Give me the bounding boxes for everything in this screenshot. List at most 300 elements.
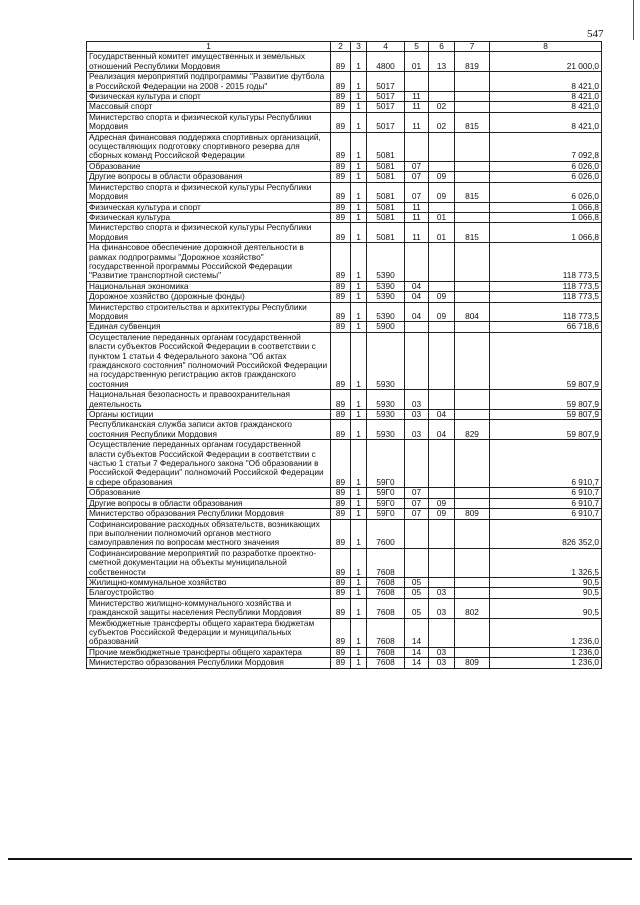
row-target-article: 5390 [367,281,405,291]
row-chapter: 07 [405,488,429,498]
table-row [87,498,602,508]
row-section: 89 [331,618,351,647]
row-amount: 59 807,9 [490,332,602,389]
row-target-article: 7600 [367,519,405,548]
row-amount: 6 910,7 [490,509,602,519]
row-ministry [455,202,490,212]
row-ministry [455,161,490,171]
row-name: Дорожное хозяйство (дорожные фонды) [87,292,331,302]
row-chapter [405,72,429,92]
row-chapter: 11 [405,202,429,212]
row-target-article: 5390 [367,243,405,282]
row-subchapter: 03 [429,598,455,618]
row-section: 89 [331,243,351,282]
row-name: Физическая культура [87,212,331,222]
row-amount: 90,5 [490,588,602,598]
row-amount: 8 421,0 [490,92,602,102]
row-subsection: 1 [351,577,367,587]
row-amount: 118 773,5 [490,243,602,282]
row-subsection: 1 [351,223,367,243]
row-name: Министерство образования Республики Мордовия [87,509,331,519]
row-subsection: 1 [351,332,367,389]
row-chapter: 07 [405,509,429,519]
row-amount: 6 910,7 [490,440,602,488]
row-subsection: 1 [351,92,367,102]
row-subchapter [429,577,455,587]
col-header: 8 [490,42,602,52]
row-target-article: 5017 [367,102,405,112]
row-amount: 1 236,0 [490,647,602,657]
row-ministry [455,577,490,587]
row-subchapter [429,281,455,291]
row-chapter: 11 [405,102,429,112]
row-name: Реализация мероприятий подпрограммы "Развитие футбола в Российской Федерации на 2008 - 2015 годы" [87,72,331,92]
row-subsection: 1 [351,548,367,577]
row-amount: 1 066,8 [490,223,602,243]
row-ministry [455,332,490,389]
row-subsection: 1 [351,202,367,212]
budget-table [86,41,602,669]
row-amount: 66 718,6 [490,322,602,332]
table-row [87,52,602,72]
row-target-article: 59Г0 [367,488,405,498]
row-section: 89 [331,92,351,102]
row-subsection: 1 [351,488,367,498]
table-row [87,420,602,440]
row-name: Межбюджетные трансферты общего характера бюджетам субъектов Российской Федерации и муниципальных образований [87,618,331,647]
row-section: 89 [331,302,351,322]
row-chapter: 11 [405,92,429,102]
row-chapter: 01 [405,52,429,72]
row-section: 89 [331,292,351,302]
table-row [87,182,602,202]
row-name: Осуществление переданных органам государственной власти субъектов Российской Федерации в соответствии с частью 1 статьи 7 Федерального закона "Об образовании в Российской Федерации" полномочий Российской Федерации в сфере образования [87,440,331,488]
row-chapter: 14 [405,647,429,657]
row-ministry [455,588,490,598]
row-subchapter [429,243,455,282]
row-subchapter: 03 [429,588,455,598]
row-chapter: 03 [405,420,429,440]
row-subsection: 1 [351,182,367,202]
row-amount: 90,5 [490,577,602,587]
row-subsection: 1 [351,410,367,420]
row-section: 89 [331,202,351,212]
row-ministry: 804 [455,302,490,322]
row-ministry [455,172,490,182]
table-row [87,519,602,548]
row-section: 89 [331,332,351,389]
row-subchapter: 03 [429,647,455,657]
row-subchapter [429,72,455,92]
row-ministry [455,132,490,161]
row-target-article: 59Г0 [367,498,405,508]
col-header: 7 [455,42,490,52]
row-section: 89 [331,182,351,202]
row-section: 89 [331,223,351,243]
col-header: 6 [429,42,455,52]
table-row [87,161,602,171]
row-name: Жилищно-коммунальное хозяйство [87,577,331,587]
row-subchapter [429,519,455,548]
table-row [87,332,602,389]
row-ministry [455,488,490,498]
col-header: 5 [405,42,429,52]
row-chapter: 11 [405,112,429,132]
row-chapter: 03 [405,410,429,420]
row-amount: 59 807,9 [490,410,602,420]
table-row [87,410,602,420]
row-subchapter: 04 [429,410,455,420]
row-chapter: 07 [405,498,429,508]
row-section: 89 [331,132,351,161]
row-section: 89 [331,488,351,498]
row-name: Министерство спорта и физической культуры Республики Мордовия [87,112,331,132]
row-section: 89 [331,519,351,548]
row-target-article: 7608 [367,598,405,618]
row-name: Органы юстиции [87,410,331,420]
row-target-article: 5017 [367,92,405,102]
row-ministry [455,102,490,112]
row-amount: 90,5 [490,598,602,618]
row-name: Министерство образования Республики Мордовия [87,658,331,668]
row-section: 89 [331,281,351,291]
row-chapter [405,132,429,161]
row-subchapter [429,92,455,102]
row-ministry [455,647,490,657]
row-ministry [455,618,490,647]
row-subsection: 1 [351,588,367,598]
row-amount: 1 236,0 [490,618,602,647]
table-row [87,172,602,182]
row-section: 89 [331,498,351,508]
row-target-article: 5017 [367,112,405,132]
row-subchapter: 03 [429,658,455,668]
row-amount: 826 352,0 [490,519,602,548]
row-subsection: 1 [351,112,367,132]
row-section: 89 [331,72,351,92]
table-row [87,302,602,322]
row-name: Национальная экономика [87,281,331,291]
table-row [87,577,602,587]
table-row [87,488,602,498]
table-row [87,588,602,598]
table-row [87,72,602,92]
row-name: Министерство жилищно-коммунального хозяйства и гражданской защиты населения Республики Мордовия [87,598,331,618]
row-subsection: 1 [351,498,367,508]
row-subchapter [429,390,455,410]
table-row [87,212,602,222]
row-target-article: 59Г0 [367,509,405,519]
row-chapter: 05 [405,588,429,598]
row-subsection: 1 [351,322,367,332]
row-chapter: 11 [405,223,429,243]
row-subchapter: 09 [429,509,455,519]
row-name: Государственный комитет имущественных и земельных отношений Республики Мордовия [87,52,331,72]
row-chapter: 04 [405,292,429,302]
row-section: 89 [331,658,351,668]
row-chapter [405,322,429,332]
row-target-article: 7608 [367,618,405,647]
row-name: Министерство спорта и физической культуры Республики Мордовия [87,223,331,243]
row-subchapter [429,202,455,212]
row-subsection: 1 [351,72,367,92]
row-subchapter: 13 [429,52,455,72]
row-subsection: 1 [351,647,367,657]
table-row [87,223,602,243]
row-ministry [455,212,490,222]
row-target-article: 7608 [367,647,405,657]
row-ministry: 819 [455,52,490,72]
row-subchapter: 01 [429,223,455,243]
row-section: 89 [331,509,351,519]
row-subsection: 1 [351,390,367,410]
table-row [87,598,602,618]
row-subsection: 1 [351,102,367,112]
row-name: Благоустройство [87,588,331,598]
row-ministry: 815 [455,223,490,243]
row-amount: 8 421,0 [490,112,602,132]
row-amount: 59 807,9 [490,390,602,410]
row-subsection: 1 [351,658,367,668]
row-subsection: 1 [351,281,367,291]
row-subchapter [429,332,455,389]
col-header: 2 [331,42,351,52]
row-subsection: 1 [351,212,367,222]
row-chapter [405,332,429,389]
row-amount: 1 326,5 [490,548,602,577]
row-name: Другие вопросы в области образования [87,498,331,508]
row-name: Министерство строительства и архитектуры Республики Мордовия [87,302,331,322]
table-body [87,52,602,668]
row-name: Министерство спорта и физической культуры Республики Мордовия [87,182,331,202]
row-target-article: 5390 [367,292,405,302]
row-subchapter [429,161,455,171]
row-amount: 1 066,8 [490,202,602,212]
row-chapter: 05 [405,598,429,618]
table-row [87,509,602,519]
row-amount: 1 236,0 [490,658,602,668]
row-chapter: 07 [405,182,429,202]
row-amount: 6 910,7 [490,498,602,508]
row-name: Осуществление переданных органам государственной власти субъектов Российской Федерации в соответствии с пунктом 1 статьи 4 Федерального закона "Об актах гражданского состояния" полномочий Российской Федерации на государственную регистрацию актов гражданского состояния [87,332,331,389]
row-target-article: 5081 [367,161,405,171]
table-row [87,202,602,212]
row-subchapter: 04 [429,420,455,440]
row-subchapter: 02 [429,112,455,132]
row-subsection: 1 [351,598,367,618]
row-subchapter: 09 [429,292,455,302]
row-subchapter: 09 [429,498,455,508]
row-chapter: 04 [405,302,429,322]
row-name: Другие вопросы в области образования [87,172,331,182]
row-section: 89 [331,588,351,598]
row-ministry [455,292,490,302]
row-subsection: 1 [351,618,367,647]
row-subchapter: 09 [429,302,455,322]
row-ministry [455,410,490,420]
row-amount: 6 026,0 [490,172,602,182]
row-chapter [405,548,429,577]
row-chapter [405,519,429,548]
row-subchapter [429,488,455,498]
row-subchapter [429,440,455,488]
row-section: 89 [331,390,351,410]
row-ministry [455,390,490,410]
row-chapter [405,440,429,488]
row-chapter: 07 [405,172,429,182]
row-chapter: 05 [405,577,429,587]
row-target-article: 5930 [367,390,405,410]
table-row [87,112,602,132]
table-row [87,243,602,282]
table-row [87,102,602,112]
row-amount: 8 421,0 [490,72,602,92]
row-subsection: 1 [351,440,367,488]
row-name: Адресная финансовая поддержка спортивных организаций, осуществляющих подготовку спортивного резерва для сборных команд Российской Федерации [87,132,331,161]
row-subsection: 1 [351,243,367,282]
table-row [87,281,602,291]
row-name: Софинансирование расходных обязательств, возникающих при выполнении полномочий органов местного самоуправления по вопросам местного значения [87,519,331,548]
table-row [87,292,602,302]
row-subsection: 1 [351,161,367,171]
row-section: 89 [331,212,351,222]
row-subsection: 1 [351,302,367,322]
table-row [87,647,602,657]
row-amount: 21 000,0 [490,52,602,72]
row-subchapter: 09 [429,172,455,182]
row-subsection: 1 [351,132,367,161]
row-section: 89 [331,548,351,577]
row-name: Образование [87,161,331,171]
table-row [87,390,602,410]
row-target-article: 5081 [367,202,405,212]
row-chapter: 14 [405,658,429,668]
row-chapter: 11 [405,212,429,222]
row-target-article: 5081 [367,223,405,243]
row-amount: 8 421,0 [490,102,602,112]
table-row [87,322,602,332]
row-section: 89 [331,161,351,171]
row-subsection: 1 [351,519,367,548]
row-name: Прочие межбюджетные трансферты общего характера [87,647,331,657]
row-chapter: 04 [405,281,429,291]
table-row [87,618,602,647]
row-name: Физическая культура и спорт [87,92,331,102]
row-section: 89 [331,112,351,132]
row-subchapter: 01 [429,212,455,222]
row-subchapter: 02 [429,102,455,112]
row-name: Единая субвенция [87,322,331,332]
row-chapter [405,243,429,282]
row-subsection: 1 [351,292,367,302]
row-section: 89 [331,598,351,618]
row-subsection: 1 [351,509,367,519]
row-name: Физическая культура и спорт [87,202,331,212]
row-subsection: 1 [351,172,367,182]
row-amount: 59 807,9 [490,420,602,440]
row-target-article: 7608 [367,577,405,587]
row-target-article: 5930 [367,332,405,389]
col-header: 3 [351,42,367,52]
row-ministry [455,72,490,92]
row-target-article: 5930 [367,420,405,440]
row-section: 89 [331,440,351,488]
row-ministry: 809 [455,658,490,668]
page-bottom-rule [8,858,632,860]
row-ministry [455,243,490,282]
row-subsection: 1 [351,52,367,72]
row-target-article: 7608 [367,588,405,598]
row-subchapter: 09 [429,182,455,202]
row-amount: 1 066,8 [490,212,602,222]
row-target-article: 7608 [367,548,405,577]
table-header-row [87,42,602,52]
row-section: 89 [331,420,351,440]
row-ministry: 815 [455,182,490,202]
row-ministry [455,498,490,508]
row-ministry: 809 [455,509,490,519]
row-section: 89 [331,647,351,657]
row-target-article: 7608 [367,658,405,668]
row-name: Софинансирование мероприятий по разработке проектно-сметной документации на объекты муниципальной собственности [87,548,331,577]
row-amount: 118 773,5 [490,302,602,322]
row-target-article: 5930 [367,410,405,420]
table-row [87,92,602,102]
row-ministry: 802 [455,598,490,618]
row-ministry [455,281,490,291]
row-amount: 7 092,8 [490,132,602,161]
row-target-article: 5017 [367,72,405,92]
row-section: 89 [331,577,351,587]
row-amount: 118 773,5 [490,281,602,291]
row-target-article: 5081 [367,212,405,222]
row-chapter: 07 [405,161,429,171]
row-target-article: 59Г0 [367,440,405,488]
table-row [87,548,602,577]
row-name: Национальная безопасность и правоохранительная деятельность [87,390,331,410]
row-ministry: 829 [455,420,490,440]
row-chapter: 14 [405,618,429,647]
row-ministry [455,322,490,332]
row-target-article: 5390 [367,302,405,322]
row-amount: 6 910,7 [490,488,602,498]
row-name: Образование [87,488,331,498]
row-amount: 6 026,0 [490,161,602,171]
row-section: 89 [331,102,351,112]
page-edge-mark [633,0,640,40]
row-section: 89 [331,172,351,182]
row-target-article: 4800 [367,52,405,72]
col-header: 4 [367,42,405,52]
row-ministry [455,92,490,102]
row-target-article: 5081 [367,132,405,161]
table-row [87,658,602,668]
page-number: 547 [587,28,604,40]
row-section: 89 [331,410,351,420]
row-subchapter [429,322,455,332]
row-name: Республиканская служба записи актов гражданского состояния Республики Мордовия [87,420,331,440]
row-amount: 118 773,5 [490,292,602,302]
row-subchapter [429,132,455,161]
row-subsection: 1 [351,420,367,440]
row-subchapter [429,548,455,577]
row-target-article: 5900 [367,322,405,332]
row-ministry [455,440,490,488]
row-name: Массовый спорт [87,102,331,112]
row-section: 89 [331,322,351,332]
row-ministry: 815 [455,112,490,132]
row-chapter: 03 [405,390,429,410]
